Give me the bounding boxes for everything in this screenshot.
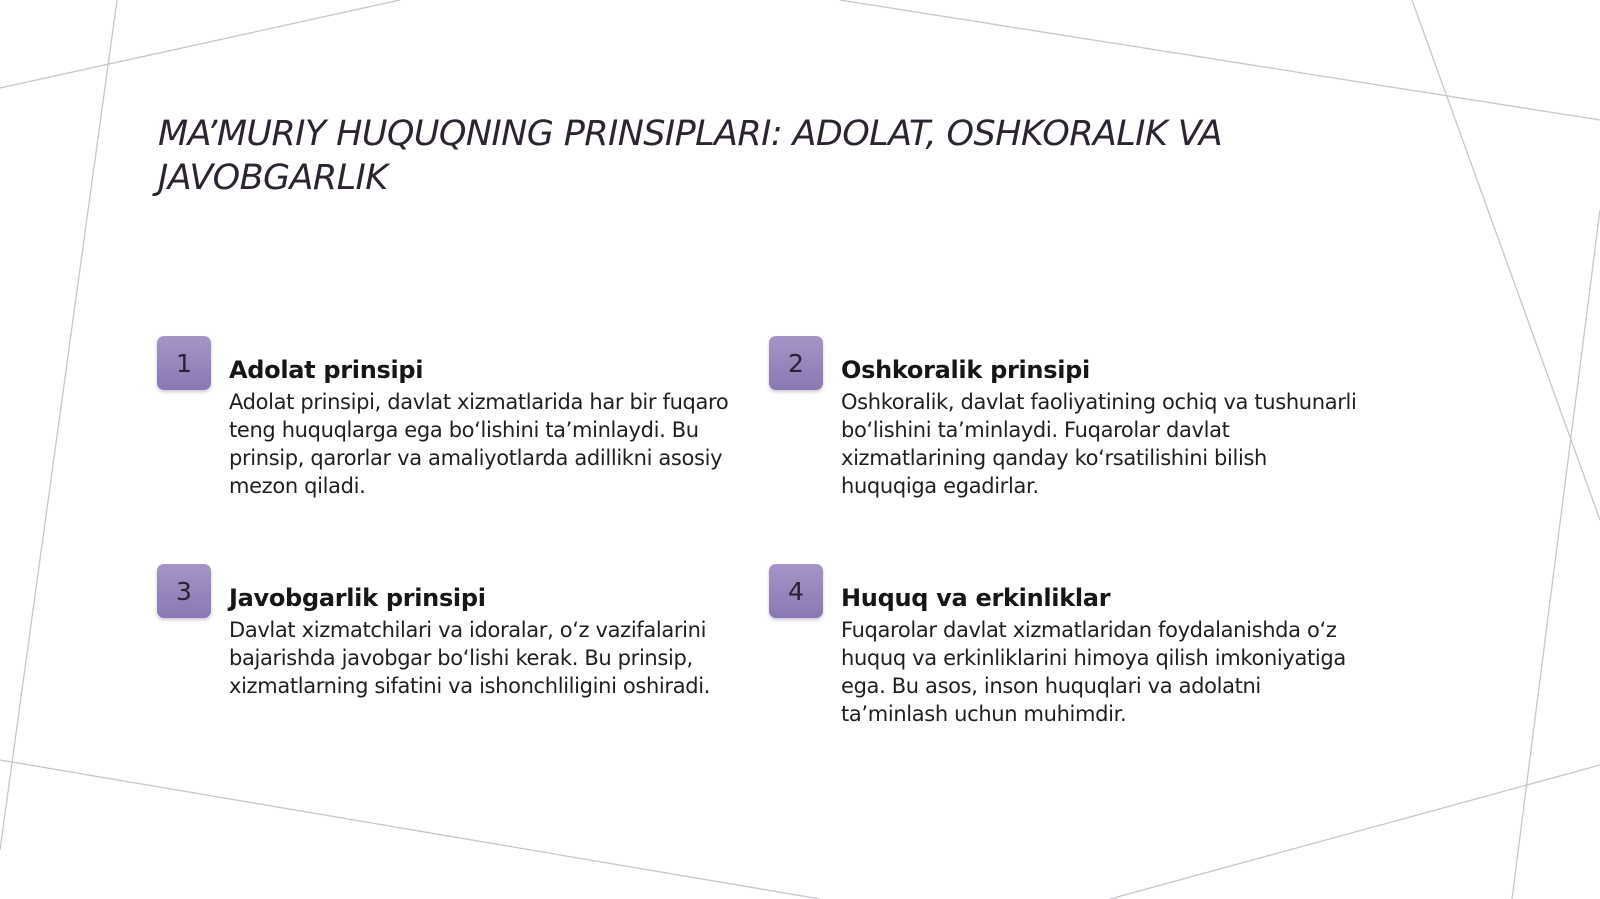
principle-heading: Adolat prinsipi: [229, 356, 424, 384]
number-badge: 3: [157, 564, 211, 618]
principle-description: Fuqarolar davlat xizmatlaridan foydalanishda o‘z huquq va erkinliklarini himoya qilish imkoniyatiga ega. Bu asos, inson huquqlari va adolatni ta’minlash uchun muhimdir.: [841, 618, 1346, 726]
number-badge: 2: [769, 336, 823, 390]
principle-heading: Javobgarlik prinsipi: [229, 584, 486, 612]
number-badge: 1: [157, 336, 211, 390]
principle-description: Oshkoralik, davlat faoliyatining ochiq va tushunarli bo‘lishini ta’minlaydi. Fuqarolar davlat xizmatlarining qanday ko‘rsatilishini bilish huquqiga egadirlar.: [841, 390, 1357, 498]
slide-title: MA’MURIY HUQUQNING PRINSIPLARI: ADOLAT, OSHKORALIK VA JAVOBGARLIK: [158, 114, 1223, 198]
principle-heading: Huquq va erkinliklar: [841, 584, 1111, 612]
principle-description: Davlat xizmatchilari va idoralar, o‘z vazifalarini bajarishda javobgar bo‘lishi kerak. Bu prinsip, xizmatlarning sifatini va ishonchliligini oshiradi.: [229, 618, 711, 698]
principle-heading: Oshkoralik prinsipi: [841, 356, 1090, 384]
principle-description: Adolat prinsipi, davlat xizmatlarida har bir fuqaro teng huquqlarga ega bo‘lishini ta’minlaydi. Bu prinsip, qarorlar va amaliyotlarda adillikni asosiy mezon qiladi.: [229, 390, 729, 498]
number-badge: 4: [769, 564, 823, 618]
